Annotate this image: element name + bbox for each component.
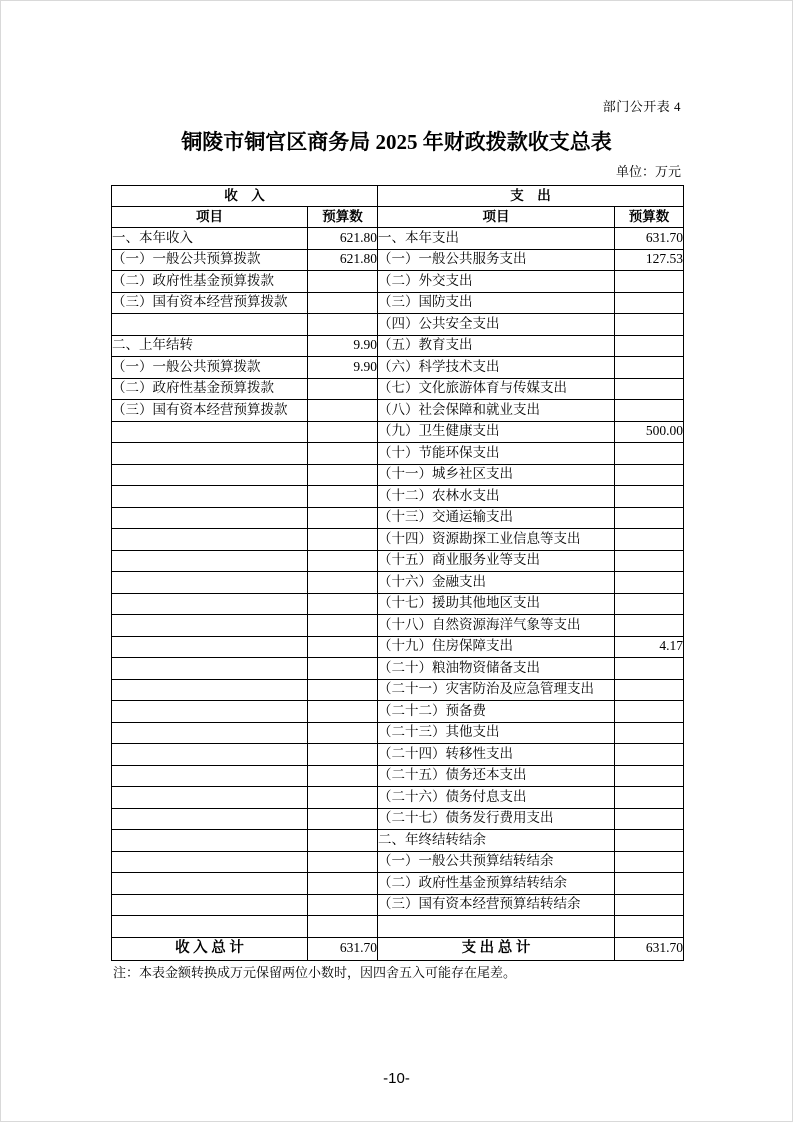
income-section-header: 收 入 [112, 186, 378, 207]
page-title: 铜陵市铜官区商务局 2025 年财政拨款收支总表 [181, 130, 612, 154]
expense-value-cell [615, 271, 684, 293]
expense-value-cell: 500.00 [615, 421, 684, 443]
income-value-cell [308, 787, 378, 809]
income-item-cell [112, 722, 308, 744]
expense-value-cell [615, 529, 684, 551]
expense-budget-column-header: 预算数 [615, 207, 684, 228]
expense-item-cell: （三）国防支出 [378, 292, 615, 314]
table-row [112, 894, 684, 916]
income-value-cell [308, 765, 378, 787]
table-row [112, 400, 684, 422]
income-value-cell [308, 550, 378, 572]
expense-item-cell [378, 916, 615, 938]
expense-item-cell: （一）一般公共预算结转结余 [378, 851, 615, 873]
expense-item-cell: （七）文化旅游体育与传媒支出 [378, 378, 615, 400]
table-foot [112, 937, 684, 960]
table-row [112, 443, 684, 465]
expense-value-cell [615, 765, 684, 787]
expense-value-cell [615, 808, 684, 830]
income-item-cell [112, 593, 308, 615]
table-row [112, 421, 684, 443]
income-value-cell [308, 593, 378, 615]
table-row [112, 292, 684, 314]
expense-value-cell [615, 916, 684, 938]
expense-item-cell: （二十二）预备费 [378, 701, 615, 723]
doc-label: 部门公开表 4 [602, 99, 681, 114]
table-row [112, 507, 684, 529]
income-value-cell [308, 830, 378, 852]
income-item-cell [112, 443, 308, 465]
income-value-cell [308, 271, 378, 293]
expense-value-cell [615, 443, 684, 465]
table-row [112, 916, 684, 938]
table-row [112, 335, 684, 357]
expense-item-cell: （九）卫生健康支出 [378, 421, 615, 443]
expense-item-cell: （十八）自然资源海洋气象等支出 [378, 615, 615, 637]
expense-item-cell: （十一）城乡社区支出 [378, 464, 615, 486]
income-item-cell [112, 464, 308, 486]
expense-total-value: 631.70 [615, 937, 684, 960]
expense-value-cell [615, 507, 684, 529]
income-item-cell [112, 550, 308, 572]
income-item-cell [112, 421, 308, 443]
table-head [112, 186, 684, 228]
income-item-column-header: 项目 [112, 207, 308, 228]
expense-item-cell: （二十七）债务发行费用支出 [378, 808, 615, 830]
expense-item-cell: （二十六）债务付息支出 [378, 787, 615, 809]
expense-item-cell: 二、年终结转结余 [378, 830, 615, 852]
income-total-value: 631.70 [308, 937, 378, 960]
expense-value-cell [615, 787, 684, 809]
income-value-cell: 9.90 [308, 335, 378, 357]
income-item-cell [112, 529, 308, 551]
income-value-cell: 621.80 [308, 249, 378, 271]
income-value-cell [308, 722, 378, 744]
income-item-cell [112, 787, 308, 809]
table-body [112, 228, 684, 938]
expense-item-cell: 一、本年支出 [378, 228, 615, 250]
table-row [112, 228, 684, 250]
income-value-cell [308, 851, 378, 873]
table-note: 注：本表金额转换成万元保留两位小数时，因四舍五入可能存在尾差。 [113, 965, 517, 980]
table-row [112, 249, 684, 271]
income-item-cell [112, 486, 308, 508]
expense-item-cell: （二十四）转移性支出 [378, 744, 615, 766]
income-value-cell [308, 701, 378, 723]
income-value-cell [308, 808, 378, 830]
income-value-cell: 621.80 [308, 228, 378, 250]
expense-item-cell: （十六）金融支出 [378, 572, 615, 594]
table-row [112, 615, 684, 637]
expense-item-cell: （十七）援助其他地区支出 [378, 593, 615, 615]
expense-item-column-header: 项目 [378, 207, 615, 228]
expense-value-cell [615, 744, 684, 766]
expense-value-cell [615, 894, 684, 916]
income-item-cell [112, 636, 308, 658]
expense-value-cell [615, 658, 684, 680]
table-row [112, 378, 684, 400]
column-header-row [112, 207, 684, 228]
expense-item-cell: （三）国有资本经营预算结转结余 [378, 894, 615, 916]
income-value-cell [308, 679, 378, 701]
income-total-label: 收 入 总 计 [112, 937, 308, 960]
expense-value-cell [615, 572, 684, 594]
income-item-cell [112, 679, 308, 701]
expense-value-cell [615, 314, 684, 336]
income-value-cell [308, 636, 378, 658]
expense-value-cell [615, 679, 684, 701]
expense-item-cell: （六）科学技术支出 [378, 357, 615, 379]
expense-total-label: 支 出 总 计 [378, 937, 615, 960]
expense-item-cell: （二十五）债务还本支出 [378, 765, 615, 787]
income-value-cell [308, 572, 378, 594]
table-row [112, 593, 684, 615]
table-row [112, 529, 684, 551]
income-value-cell [308, 507, 378, 529]
table-row [112, 765, 684, 787]
income-item-cell: 一、本年收入 [112, 228, 308, 250]
table-row [112, 744, 684, 766]
expense-value-cell [615, 830, 684, 852]
income-item-cell [112, 873, 308, 895]
table-row [112, 464, 684, 486]
expense-value-cell: 4.17 [615, 636, 684, 658]
income-item-cell: 二、上年结转 [112, 335, 308, 357]
income-value-cell [308, 486, 378, 508]
income-value-cell [308, 378, 378, 400]
table-row [112, 679, 684, 701]
expense-item-cell: （二十）粮油物资储备支出 [378, 658, 615, 680]
expense-value-cell [615, 378, 684, 400]
expense-value-cell [615, 701, 684, 723]
expense-value-cell: 127.53 [615, 249, 684, 271]
expense-item-cell: （一）一般公共服务支出 [378, 249, 615, 271]
table-row [112, 572, 684, 594]
income-item-cell: （三）国有资本经营预算拨款 [112, 400, 308, 422]
expense-section-header: 支 出 [378, 186, 684, 207]
income-value-cell [308, 894, 378, 916]
income-item-cell: （二）政府性基金预算拨款 [112, 378, 308, 400]
table-row [112, 701, 684, 723]
income-item-cell: （二）政府性基金预算拨款 [112, 271, 308, 293]
expense-item-cell: （十九）住房保障支出 [378, 636, 615, 658]
expense-value-cell [615, 486, 684, 508]
expense-value-cell [615, 464, 684, 486]
table-row [112, 873, 684, 895]
expense-value-cell [615, 292, 684, 314]
income-item-cell [112, 572, 308, 594]
income-item-cell [112, 701, 308, 723]
income-item-cell [112, 744, 308, 766]
expense-item-cell: （二十三）其他支出 [378, 722, 615, 744]
expense-item-cell: （十二）农林水支出 [378, 486, 615, 508]
table-row [112, 851, 684, 873]
income-item-cell [112, 916, 308, 938]
section-header-row [112, 186, 684, 207]
income-item-cell [112, 830, 308, 852]
income-value-cell [308, 744, 378, 766]
expense-value-cell [615, 593, 684, 615]
expense-item-cell: （十）节能环保支出 [378, 443, 615, 465]
expense-item-cell: （四）公共安全支出 [378, 314, 615, 336]
expense-item-cell: （二）政府性基金预算结转结余 [378, 873, 615, 895]
expense-value-cell [615, 335, 684, 357]
totals-row [112, 937, 684, 960]
expense-item-cell: （二十一）灾害防治及应急管理支出 [378, 679, 615, 701]
income-item-cell: （三）国有资本经营预算拨款 [112, 292, 308, 314]
expense-item-cell: （八）社会保障和就业支出 [378, 400, 615, 422]
expense-value-cell [615, 873, 684, 895]
expense-value-cell: 631.70 [615, 228, 684, 250]
income-value-cell [308, 421, 378, 443]
expense-value-cell [615, 722, 684, 744]
income-value-cell [308, 615, 378, 637]
expense-value-cell [615, 357, 684, 379]
income-item-cell [112, 615, 308, 637]
income-item-cell: （一）一般公共预算拨款 [112, 357, 308, 379]
income-item-cell [112, 765, 308, 787]
table-row [112, 271, 684, 293]
income-budget-column-header: 预算数 [308, 207, 378, 228]
budget-table [111, 185, 684, 961]
expense-item-cell: （五）教育支出 [378, 335, 615, 357]
income-item-cell [112, 851, 308, 873]
expense-value-cell [615, 400, 684, 422]
expense-value-cell [615, 615, 684, 637]
table-row [112, 550, 684, 572]
table-row [112, 787, 684, 809]
expense-value-cell [615, 851, 684, 873]
income-value-cell [308, 400, 378, 422]
income-value-cell [308, 292, 378, 314]
table-row [112, 357, 684, 379]
unit-label: 单位：万元 [615, 164, 681, 179]
table-row [112, 636, 684, 658]
income-value-cell: 9.90 [308, 357, 378, 379]
income-value-cell [308, 529, 378, 551]
table-row [112, 722, 684, 744]
table-row [112, 658, 684, 680]
income-value-cell [308, 873, 378, 895]
income-value-cell [308, 464, 378, 486]
income-value-cell [308, 916, 378, 938]
income-item-cell [112, 658, 308, 680]
income-item-cell: （一）一般公共预算拨款 [112, 249, 308, 271]
income-item-cell [112, 808, 308, 830]
income-value-cell [308, 443, 378, 465]
table-row [112, 486, 684, 508]
expense-item-cell: （十三）交通运输支出 [378, 507, 615, 529]
income-value-cell [308, 658, 378, 680]
table-row [112, 314, 684, 336]
expense-item-cell: （二）外交支出 [378, 271, 615, 293]
expense-item-cell: （十四）资源勘探工业信息等支出 [378, 529, 615, 551]
income-item-cell [112, 314, 308, 336]
expense-item-cell: （十五）商业服务业等支出 [378, 550, 615, 572]
page-number: -10- [383, 1070, 410, 1087]
table-row [112, 808, 684, 830]
income-item-cell [112, 507, 308, 529]
income-item-cell [112, 894, 308, 916]
table-row [112, 830, 684, 852]
expense-value-cell [615, 550, 684, 572]
income-value-cell [308, 314, 378, 336]
